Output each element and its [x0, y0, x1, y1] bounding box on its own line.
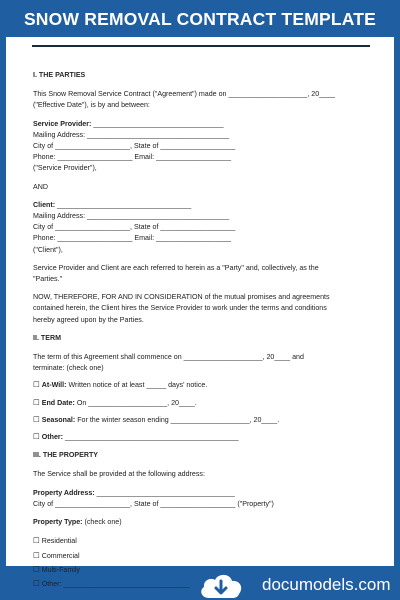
residential-label: Residential: [41, 537, 77, 546]
party-definition-1: Service Provider and Client are each referred to herein as a "Party" and, collectively, as the: [33, 263, 319, 272]
property-type-text: (check one): [82, 518, 122, 527]
sp-mailing-address: Mailing Address: ____________________________________: [33, 130, 230, 139]
divider: [32, 45, 370, 47]
property-address-row: [33, 488, 373, 499]
term-line-1: The term of this Agreement shall commence on ____________________, 20____ and: [33, 353, 304, 362]
service-provider-row: [33, 119, 373, 130]
end-date-text: On ____________________, 20____.: [74, 398, 197, 407]
option-end-date: [33, 397, 373, 409]
intro-line-2: ("Effective Date"), is by and between:: [33, 101, 150, 110]
cl-phone-email: Phone: ___________________ Email: ___________________: [33, 234, 232, 243]
property-intro: The Service shall be provided at the following address:: [33, 470, 205, 479]
sp-city-state: City of ___________________, State of ___________________: [33, 142, 236, 151]
sp-phone-email: Phone: ___________________ Email: ___________________: [33, 153, 232, 162]
at-will-label: At-Will:: [41, 381, 67, 390]
intro-line-1: This Snow Removal Service Contract ("Agreement") made on ____________________, 20____: [33, 90, 335, 99]
checkbox-icon[interactable]: ☐: [33, 550, 40, 560]
checkbox-icon[interactable]: ☐: [33, 397, 40, 407]
cloud-download-icon[interactable]: [197, 570, 245, 600]
section-heading-parties: I. THE PARTIES: [33, 71, 86, 79]
term-line-2: terminate: (check one): [33, 364, 104, 373]
property-city-state: City of ___________________, State of ___________________ ("Property"): [33, 499, 274, 508]
checkbox-icon[interactable]: ☐: [33, 432, 40, 442]
checkbox-icon[interactable]: ☐: [33, 536, 40, 546]
brand-name[interactable]: documodels.com: [262, 575, 391, 594]
client-row: [33, 200, 373, 211]
property-address-field: ___________________________________: [94, 488, 235, 497]
section-heading-term: II. TERM: [33, 333, 61, 342]
cl-alias: ("Client"),: [33, 245, 63, 254]
property-type-label: Property Type:: [33, 518, 83, 527]
seasonal-text: For the winter season ending ____________________, 20____.: [75, 415, 280, 424]
checkbox-icon[interactable]: ☐: [33, 380, 40, 390]
option-other: [33, 431, 373, 443]
option-residential: [33, 535, 373, 547]
other-text: ____________________________________________: [63, 433, 239, 442]
section-heading-property: III. THE PROPERTY: [33, 451, 99, 460]
option-at-will: [33, 379, 373, 391]
party-definition-2: "Parties.": [33, 275, 63, 284]
sp-alias: ("Service Provider"),: [33, 164, 97, 173]
consideration-2: contained herein, the Client hires the Service Provider to work under the terms and conditions: [33, 304, 327, 313]
page-header: [0, 0, 400, 38]
cl-city-state: City of ___________________, State of ___________________: [33, 223, 236, 232]
seasonal-label: Seasonal:: [41, 415, 76, 424]
client-field: __________________________________: [55, 200, 192, 209]
option-seasonal: [33, 414, 373, 426]
service-provider-field: _________________________________: [91, 119, 224, 128]
page-title: SNOW REMOVAL CONTRACT TEMPLATE: [23, 8, 377, 29]
consideration-3: hereby agreed upon by the Parties.: [33, 315, 144, 324]
end-date-label: End Date:: [41, 398, 75, 407]
and-text: AND: [33, 182, 48, 191]
at-will-text: Written notice of at least _____ days' notice.: [66, 381, 208, 390]
property-other-label: Other: ________________________________: [41, 579, 190, 588]
document-body: [33, 70, 373, 590]
multi-family-label: Multi-Family: [41, 565, 80, 574]
checkbox-icon[interactable]: ☐: [33, 564, 40, 574]
property-address-label: Property Address:: [33, 488, 95, 497]
option-commercial: [33, 550, 373, 562]
property-type-row: [33, 517, 373, 528]
consideration-1: NOW, THEREFORE, FOR AND IN CONSIDERATION of the mutual promises and agreements: [33, 293, 330, 302]
client-label: Client:: [33, 200, 56, 209]
checkbox-icon[interactable]: ☐: [33, 414, 40, 424]
other-label: Other:: [41, 433, 64, 442]
commercial-label: Commercial: [41, 551, 80, 560]
cl-mailing-address: Mailing Address: ____________________________________: [33, 212, 230, 221]
service-provider-label: Service Provider:: [33, 119, 92, 128]
checkbox-icon[interactable]: ☐: [33, 578, 40, 588]
